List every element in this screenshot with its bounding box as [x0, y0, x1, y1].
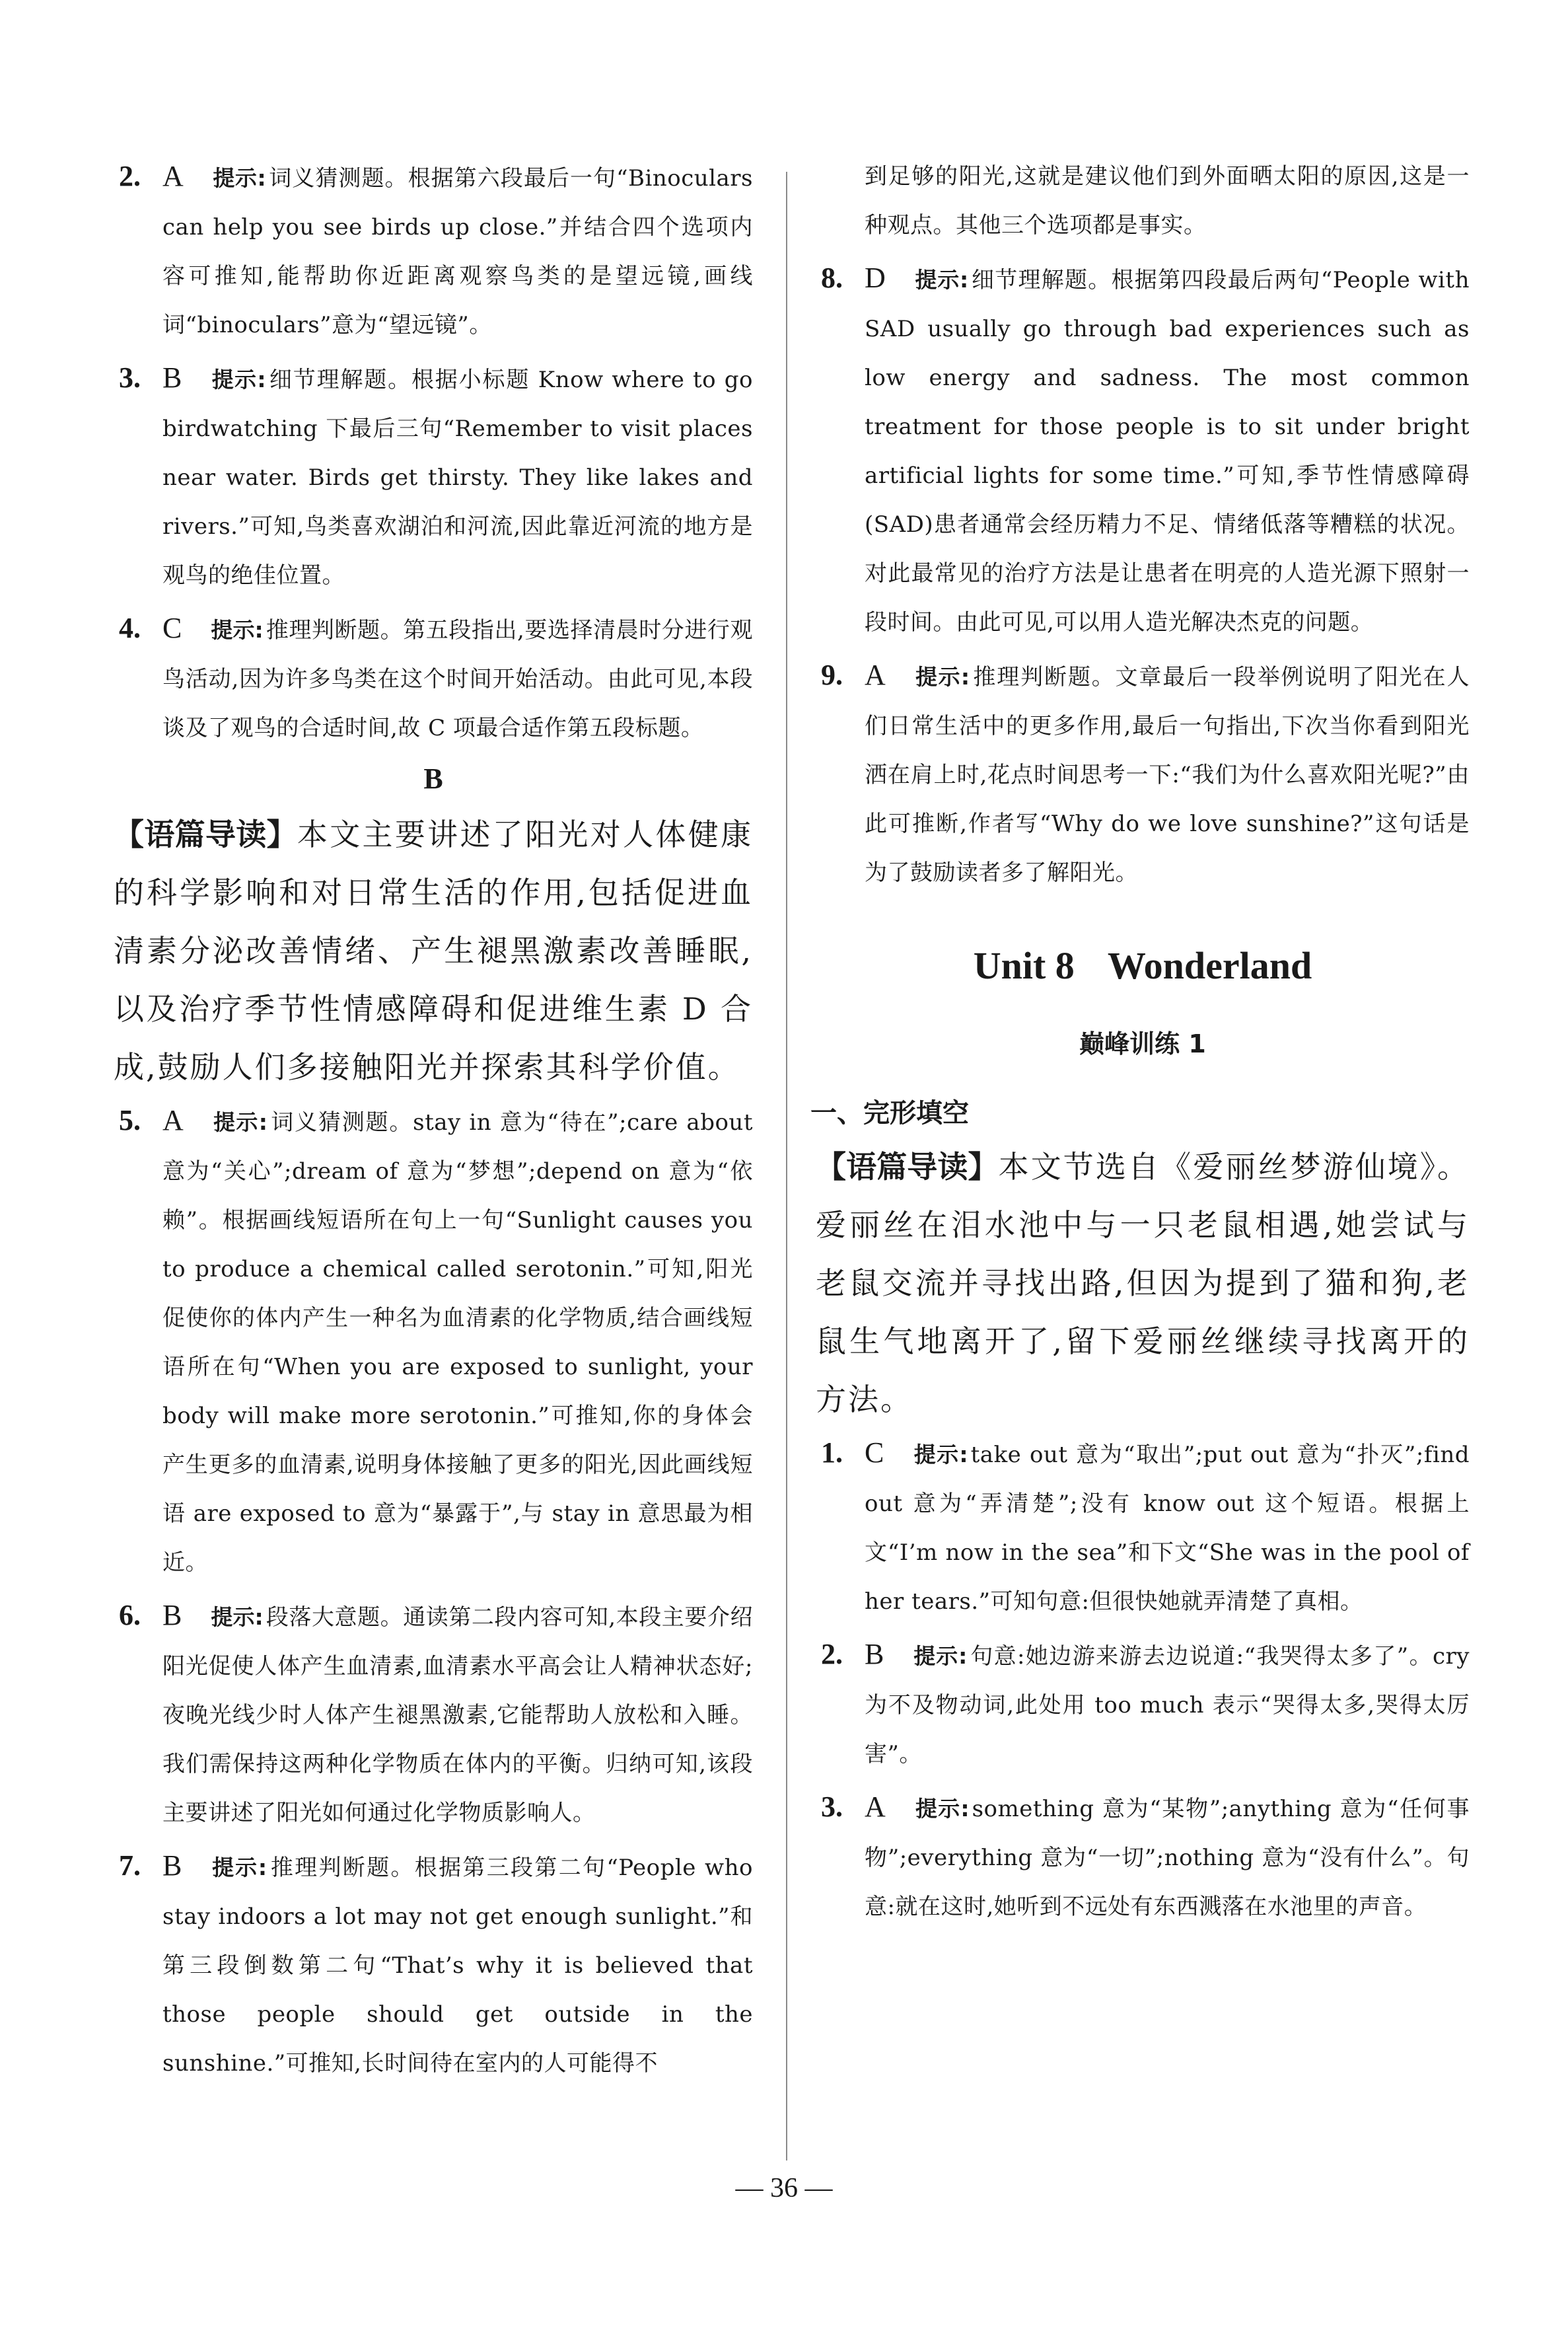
explanation-text: 词义猜测题。根据第六段最后一句“Binoculars can help you see birds up close.”并结合四个选项内容可推知,能帮助你近距离观察鸟类的是望远镜,画线词“binoculars”意为“望远镜”。	[162, 165, 753, 338]
hint-label: 提示:	[211, 617, 264, 643]
question-number: 5.	[119, 1104, 141, 1136]
question-number: 7.	[119, 1849, 141, 1882]
unit-label: Unit 8	[973, 944, 1075, 987]
hint-label: 提示:	[913, 1643, 968, 1669]
explanation-text: 推理判断题。文章最后一段举例说明了阳光在人们日常生活中的更多作用,最后一句指出,下次当你看到阳光洒在肩上时,花点时间思考一下:“我们为什么喜欢阳光呢?”由此可推断,作者写“Why do we love sunshine?”这句话是为了鼓励读者多了解阳光。	[865, 664, 1470, 886]
cloze-item-3	[816, 1783, 1470, 1931]
answer-letter: A	[865, 1790, 886, 1823]
hint-label: 提示:	[211, 1855, 267, 1880]
answer-item-7	[114, 1841, 753, 2088]
question-number: 9.	[821, 659, 843, 691]
unit-title	[816, 943, 1470, 988]
explanation-text: 细节理解题。根据小标题 Know where to go birdwatching 下最后三句“Remember to visit places near water. Birds get thirsty. They like lakes and rivers.”可知,鸟类喜欢湖泊和河流,因此靠近河流的地方是观鸟的绝佳位置。	[162, 367, 753, 589]
page-number: — 36 —	[735, 2173, 833, 2203]
training-title: 巅峰训练 1	[1079, 1029, 1206, 1058]
answer-letter: D	[865, 262, 886, 294]
right-column	[810, 152, 1470, 1931]
answer-letter: B	[865, 1638, 884, 1670]
question-number: 3.	[119, 361, 141, 394]
question-number: 2.	[119, 160, 141, 192]
explanation-text: 细节理解题。根据第四段最后两句“People with SAD usually go through bad experiences such as low energy and sadness. The most common treatment for those people is to sit under bright artificial lights for some time.”可知,季节性情感障碍(SAD)患者通常会经历精力不足、情绪低落等糟糕的状况。对此最常见的治疗方法是让患者在明亮的人造光源下照射一段时间。由此可见,可以用人造光解决杰克的问题。	[865, 267, 1470, 636]
answer-letter: A	[162, 160, 184, 192]
hint-label: 提示:	[212, 165, 266, 191]
question-number: 4.	[119, 612, 141, 644]
question-number: 6.	[119, 1599, 141, 1631]
explanation-text: something 意为“某物”;anything 意为“任何事物”;everything 意为“一切”;nothing 意为“没有什么”。句意:就在这时,她听到不远处有东西溅落在水池里的声音。	[865, 1796, 1470, 1920]
answer-letter: A	[162, 1104, 184, 1136]
question-number: 8.	[821, 262, 843, 294]
answer-letter: C	[865, 1436, 884, 1469]
explanation-text: 句意:她边游来游去边说道:“我哭得太多了”。cry 为不及物动词,此处用 too much 表示“哭得太多,哭得太厉害”。	[865, 1643, 1470, 1767]
guide-label: 【语篇导读】	[114, 817, 297, 852]
hint-label: 提示:	[914, 664, 970, 690]
answer-item-9	[816, 651, 1470, 897]
answer-letter: B	[162, 361, 182, 394]
explanation-text: take out 意为“取出”;put out 意为“扑灭”;find out 意为“弄清楚”;没有 know out 这个短语。根据上文“I’m now in the sea”和下文“She was in the pool of her tears.”可知句意:但很快她就弄清楚了真相。	[865, 1442, 1470, 1615]
hint-label: 提示:	[212, 1109, 267, 1135]
answer-item-2	[114, 152, 753, 350]
answer-letter: C	[162, 612, 182, 644]
explanation-text: 段落大意题。通读第二段内容可知,本段主要介绍阳光促使人体产生血清素,血清素水平高会让人精神状态好;夜晚光线少时人体产生褪黑激素,它能帮助人放松和入睡。我们需保持这两种化学物质在体内的平衡。归纳可知,该段主要讲述了阳光如何通过化学物质影响人。	[162, 1604, 754, 1826]
guide-text: 本文主要讲述了阳光对人体健康的科学影响和对日常生活的作用,包括促进血清素分泌改善情绪、产生褪黑激素改善睡眠,以及治疗季节性情感障碍和促进维生素 D 合成,鼓励人们多接触阳光并探索其科学价值。	[114, 817, 754, 1085]
hint-label: 提示:	[914, 267, 969, 293]
explanation-text: 词义猜测题。stay in 意为“待在”;care about 意为“关心”;dream of 意为“梦想”;depend on 意为“依赖”。根据画线短语所在句上一句“Sunlight causes you to produce a chemical called serotonin.”可知,阳光促使你的体内产生一种名为血清素的化学物质,结合画线短语所在句“When you are exposed to sunlight, your body will make more serotonin.”可推知,你的身体会产生更多的血清素,说明身体接触了更多的阳光,因此画线短语 are exposed to 意为“暴露于”,与 stay in 意思最为相近。	[162, 1109, 753, 1576]
answer-item-8	[816, 254, 1470, 647]
guide-label: 【语篇导读】	[816, 1149, 999, 1185]
hint-label: 提示:	[914, 1796, 970, 1822]
question-number: 1.	[821, 1436, 843, 1469]
question-number: 2.	[821, 1638, 843, 1670]
cloze-item-1	[816, 1428, 1470, 1626]
explanation-text: 到足够的阳光,这就是建议他们到外面晒太阳的原因,这是一种观点。其他三个选项都是事实。	[865, 163, 1470, 239]
answer-letter: B	[162, 1849, 182, 1882]
left-column	[114, 152, 753, 2088]
reading-guide-cloze	[816, 1138, 1470, 1428]
hint-label: 提示:	[913, 1442, 968, 1467]
column-divider	[786, 172, 787, 2160]
answer-item-3	[114, 353, 753, 600]
answer-letter: B	[162, 1599, 182, 1631]
answer-item-6	[114, 1591, 753, 1837]
answer-letter: A	[865, 659, 886, 691]
answer-item-5	[114, 1096, 753, 1587]
answer-item-4	[114, 604, 753, 753]
hint-label: 提示:	[211, 367, 266, 392]
question-number: 3.	[821, 1790, 843, 1823]
explanation-text: 推理判断题。第五段指出,要选择清晨时分进行观鸟活动,因为许多鸟类在这个时间开始活动。由此可见,本段谈及了观鸟的合适时间,故 C 项最合适作第五段标题。	[162, 617, 754, 741]
hint-label: 提示:	[211, 1604, 264, 1630]
cloze-item-2	[816, 1630, 1470, 1779]
section-title: 一、完形填空	[810, 1098, 969, 1128]
unit-name: Wonderland	[1107, 944, 1312, 987]
answer-item-7-continued	[816, 152, 1470, 250]
section-b-heading: B	[423, 762, 443, 795]
guide-text: 本文节选自《爱丽丝梦游仙境》。爱丽丝在泪水池中与一只老鼠相遇,她尝试与老鼠交流并寻找出路,但因为提到了猫和狗,老鼠生气地离开了,留下爱丽丝继续寻找离开的方法。	[816, 1149, 1470, 1417]
reading-guide-b	[114, 805, 753, 1096]
explanation-text: 推理判断题。根据第三段第二句“People who stay indoors a lot may not get enough sunlight.”和第三段倒数第二句“That’s why it is believed that those people should get outside in the sunshine.”可推知,长时间待在室内的人可能得不	[162, 1855, 754, 2077]
